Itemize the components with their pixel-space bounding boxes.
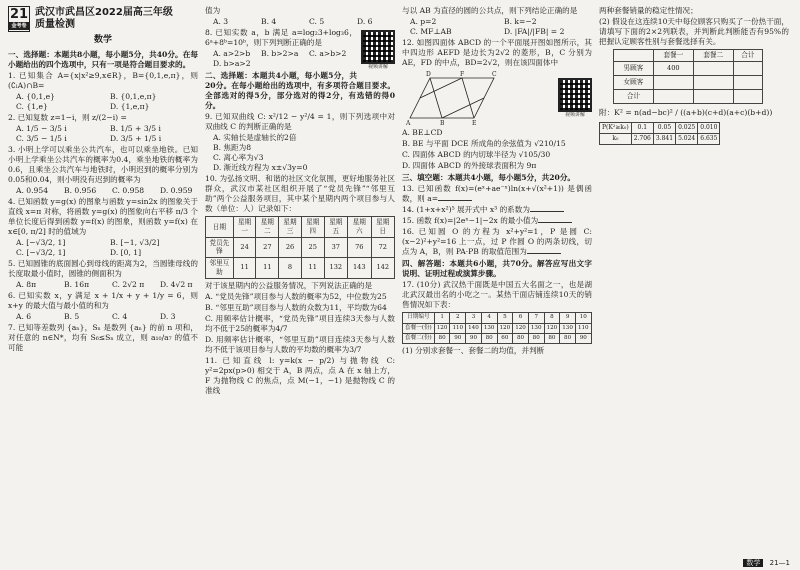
- q6-options: A. 6 B. 5 C. 4 D. 3: [16, 312, 176, 322]
- q10-table: [205, 216, 395, 278]
- section-fill-in: 三、填空题：本题共4小题，每小题5分，共20分。: [402, 173, 576, 183]
- page-footer: [743, 559, 790, 568]
- qr-code-icon: [361, 30, 395, 64]
- question-8: 8. 已知实数 a，b 满足 a=log₂3+log₃6，6ᵃ+8ᵇ=10ᵇ，则下列判断正确的是: [205, 28, 357, 48]
- question-17: 17. (10分) 武汉热干面既是中国五大名面之一，也是湖北武汉最出名的小吃之一。某热干面店铺连续10天的销售情况如下表：: [402, 280, 592, 310]
- vertex-label: B: [440, 120, 445, 127]
- q17-part1-cont: 两种套餐销量的稳定性情况；: [599, 6, 698, 15]
- footer-subject: 数学: [743, 559, 763, 567]
- fold-line: [420, 78, 462, 98]
- answer-blank: [538, 216, 572, 223]
- question-7-cont: 值为: [205, 6, 221, 15]
- table-row: 邻里互助 11 11 8 11 132 143 142: [206, 258, 395, 278]
- vertex-label: E: [472, 120, 477, 127]
- q8-options: A. a>2>b B. b>2>a C. a>b>2 D. b>a>2: [213, 49, 347, 69]
- table-row: 套餐二(份) 80 90 90 80 60 80 80 80 80 90: [403, 334, 592, 344]
- q2-options: A. 1/5 − 3/5 i B. 1/5 + 3/5 i C. 3/5 − 1/5 i D. 3/5 + 1/5 i: [16, 123, 162, 143]
- fold-line: [442, 98, 484, 118]
- table-row: 党员先锋 24 27 26 25 37 76 72: [206, 237, 395, 257]
- q12-options: A. BE⊥CD B. BE 与平面 DCE 所成角的余弦值为 √210/15 C. 四面体 ABCD 的内切球半径为 √105/30 D. 四面体 ABCD 的外接球表面积为 9π: [402, 128, 566, 171]
- q3-options: A. 0.954 B. 0.956 C. 0.958 D. 0.959: [16, 186, 193, 196]
- page-number: 21—1: [769, 558, 790, 567]
- q17-part2: (2) 假设在这连续10天中每位顾客只购买了一份热干面，请填写下面的2×2列联表，并判断此判断能否有95%的把握认定顾客性别与套餐选择有关。: [599, 17, 789, 47]
- table-row: 合计: [614, 89, 763, 103]
- section-multi-choice: 二、选择题：本题共4小题，每小题5分，共20分。在每小题给出的选项中，有多项符合题目要求。全部选对的得5分，部分选对的得2分，有选错的得0分。: [205, 71, 395, 111]
- table-row: 男顾客 400: [614, 61, 763, 75]
- question-5: 5. 已知圆锥的底面圆心到母线的距离为2，当圆锥母线的长度取最小值时，圆锥的侧面积为: [8, 259, 198, 279]
- column-3: [402, 6, 592, 562]
- table-row: P(K²≥k₀) 0.1 0.05 0.025 0.010: [600, 122, 720, 133]
- answer-blank: [438, 194, 472, 201]
- q17-sales-table: [402, 312, 592, 344]
- table-row: k₀ 2.706 3.841 5.024 6.635: [600, 133, 720, 144]
- paper-title: 武汉市武昌区2022届高三年级 质量检测: [35, 6, 173, 30]
- column-4: [599, 6, 789, 562]
- qr-code[interactable]: 视频讲解: [361, 30, 395, 71]
- column-1: [8, 6, 198, 562]
- q10-options: A. “党员先锋”项目参与人数的概率为52，中位数为25 B. “邻里互助”项目参与人数的众数为11，平均数为64 C. 用频率估计概率，“党员先锋”项目连续3天参与人数均不低于25的概率为4/7 D. 用频率估计概率，“邻里互助”项目连续3天参与人数均不低于该项目参与人数的平均数的概率为3/7: [205, 291, 395, 354]
- qr-code-icon: [558, 78, 592, 112]
- vertex-label: F: [460, 71, 465, 79]
- q12-figure-row: [402, 70, 592, 126]
- vertex-label: D: [426, 71, 431, 79]
- question-13: 13. 已知函数 f(x)=(eˣ+ae⁻ˣ)ln(x+√(x²+1)) 是偶函数，则 a=: [402, 184, 592, 204]
- table-header-row: 套餐一 套餐二 合计: [614, 50, 763, 62]
- q4-options: A. [−√3/2, 1] B. [−1, √3/2] C. [−√3/2, 1] D. [0, 1]: [16, 238, 160, 258]
- subject-heading: 数学: [93, 35, 112, 45]
- fold-line: [430, 78, 442, 118]
- question-12: 12. 如图四面体 ABCD 的一个平面展开图如图所示，其中四边形 AEFD 是边长为2√2 的菱形，B，C 分别为 AE，FD 的中点，BD=2√2，则在该四面体中: [402, 38, 592, 68]
- question-16: 16. 已知圆 O 的方程为 x²+y²=1，P 是圆 C:(x−2)²+y²=16 上一点，过 P 作圆 O 的两条切线，切点为 A，B，则 PA·PB 的取值范围为: [402, 227, 592, 257]
- q1-options: A. {0,1,e} B. {0,1,e,π} C. {1,e} D. {1,e,π}: [16, 91, 157, 111]
- section-single-choice: 一、选择题：本题共8小题，每小题5分，共40分。在每小题给出的四个选项中，只有一项是符合题目要求的。: [8, 49, 198, 69]
- answer-blank: [527, 247, 561, 254]
- question-11: 11. 已知直线 l: y=k(x − p/2) 与抛物线 C: y²=2px(p>0) 相交于 A，B 两点，点 A 在 x 轴上方，F 为抛物线 C 的焦点，点 M(−1，−1) 是抛物线 C 的准线: [205, 355, 395, 395]
- chi-square-formula: 附：K² = n(ad−bc)² / ((a+b)(c+d)(a+c)(b+d)): [599, 107, 773, 117]
- q7-options: A. 3 B. 4 C. 5 D. 6: [213, 17, 373, 27]
- fold-line: [462, 78, 474, 118]
- answer-blank: [530, 205, 564, 212]
- question-6: 6. 已知实数 x，y 满足 x + 1/x + y + 1/y = 6，则 x+y 的最大值与最小值的和为: [8, 291, 198, 311]
- critical-value-table: [599, 122, 720, 145]
- question-7: 7. 已知等差数列 {aₙ}，Sₙ 是数列 {aₙ} 的前 n 项和，对任意的 n∈N*，均有 S₆≤Sₙ 成立，则 a₁₀/a₇ 的值不可能: [8, 323, 198, 353]
- table-header-row: 日期 星期一 星期二 星期三 星期四 星期五 星期六 星期日: [206, 217, 395, 237]
- vertex-label: A: [406, 120, 411, 127]
- question-9: 9. 已知双曲线 C: x²/12 − y²/4 = 1，则下列选项中对双曲线 C 的判断正确的是: [205, 112, 395, 132]
- q5-options: A. 8π B. 16π C. 2√2 π D. 4√2 π: [16, 280, 193, 290]
- question-15: 15. 函数 f(x)=|2eˣ−1|−2x 的最小值为: [402, 216, 592, 226]
- column-2: [205, 6, 395, 562]
- question-4: 4. 已知函数 y=g(x) 的图象与函数 y=sin2x 的图象关于直线 x=π 对称，将函数 y=g(x) 的图象向右平移 π/3 个单位长度后得到函数 y=f(x) 的图象，则函数 y=f(x) 在 x∈[0, π/2] 时的值域为: [8, 197, 198, 237]
- vertex-label: C: [492, 71, 497, 79]
- question-1: 1. 已知集合 A={x|x²≥9,x∈R}，B={0,1,e,π}，则(∁ₗA)∩B=: [8, 70, 198, 90]
- q11-options: A. p=2 B. k=−2 C. MF⊥AB D. |FA|/|FB| = 2: [410, 17, 565, 37]
- table-row: 套餐一(份) 120 110 140 130 120 120 130 120 130 110: [403, 323, 592, 333]
- q10-tip: 对于该星期内的公益服务情况，下列说法正确的是: [205, 280, 373, 290]
- question-14: 14. (1+x+x²)⁵ 展开式中 x³ 的系数为: [402, 205, 592, 215]
- question-11-cont: 与以 AB 为直径的圆的公共点，则下列结论正确的是: [402, 6, 578, 15]
- q17-part1: (1) 分别求套餐一、套餐二的均值，并判断: [402, 346, 545, 356]
- question-10: 10. 为弘扬文明、和谐的社区文化氛围，更好地服务社区群众，武汉市某社区组织开展了“党员先锋”“邻里互助”两个公益服务项目，其中某个星期内两个项目参与人数（单位：人）记录如下：: [205, 174, 395, 214]
- contingency-table: [613, 49, 763, 104]
- rhombus-net-figure: [402, 70, 512, 126]
- table-row: 女顾客: [614, 75, 763, 89]
- paper-badge: 21 金考卷: [8, 6, 30, 32]
- table-header-row: 日期编号 1 2 3 4 5 6 7 8 9 10: [403, 313, 592, 323]
- q9-options: A. 实轴长是虚轴长的2倍 B. 焦距为8 C. 离心率为√3 D. 渐近线方程为 x±√3y=0: [213, 133, 308, 173]
- exam-header: [8, 6, 198, 32]
- qr-code-2[interactable]: 视频讲解: [558, 78, 592, 119]
- question-3: 3. 小明上学可以乘坐公共汽车，也可以乘坐地铁。已知小明上学乘坐公共汽车的概率为0.4，乘坐地铁的概率为0.6，且乘坐公共汽车与地铁时，小明迟到的概率分别为0.05和0.04，则小明没有迟到的概率为: [8, 145, 198, 185]
- rhombus-outline: [410, 78, 494, 118]
- section-answer: 四、解答题：本题共6小题，共70分。解答应写出文字说明、证明过程或演算步骤。: [402, 259, 592, 279]
- question-2: 2. 已知复数 z=1−i，则 z/(2−i) =: [8, 112, 127, 122]
